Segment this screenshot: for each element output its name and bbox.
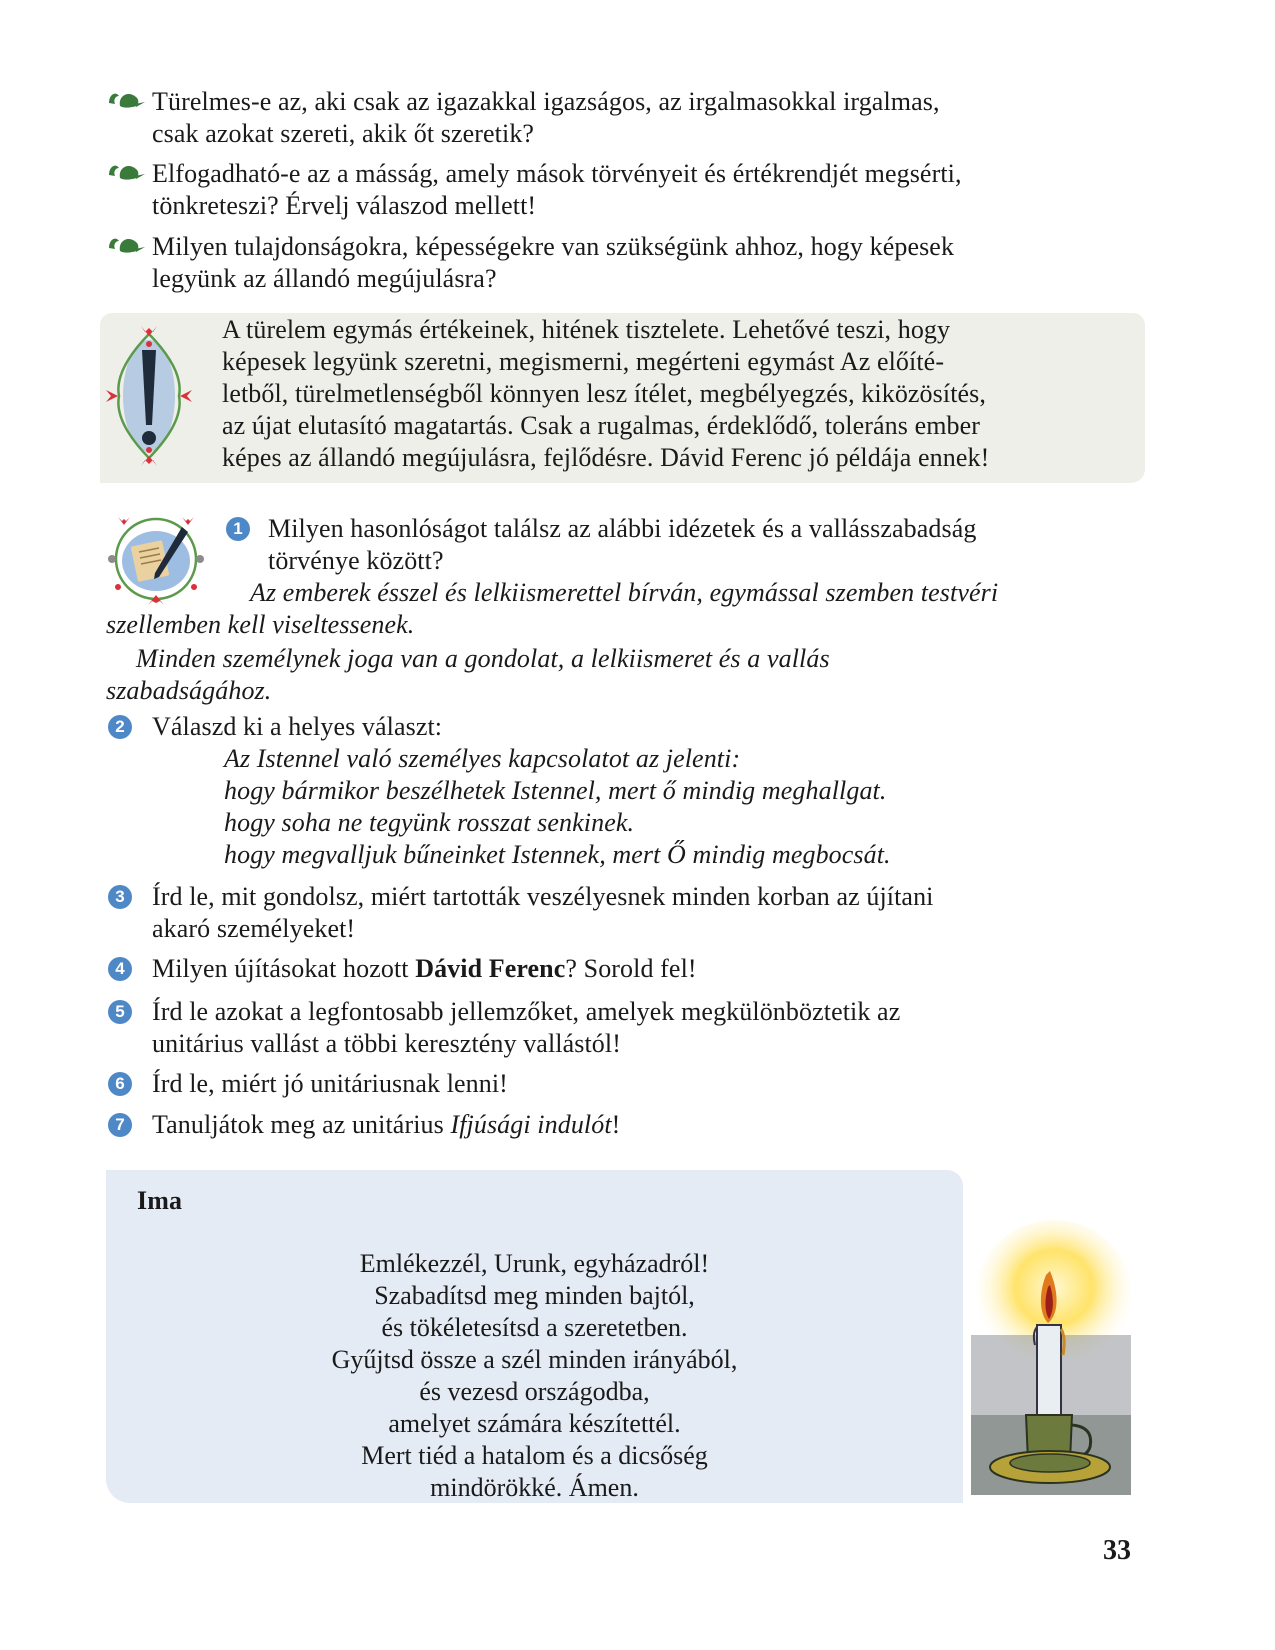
prayer-line: Emlékezzél, Urunk, egyházadról! bbox=[359, 1249, 710, 1278]
exercise-number-badge: 7 bbox=[108, 1113, 132, 1137]
leaf-bullet-icon bbox=[106, 160, 146, 182]
quote-line: szabadságához. bbox=[106, 676, 272, 705]
exclamation-ornament-icon bbox=[104, 320, 194, 472]
exercise-number-badge: 2 bbox=[108, 715, 132, 739]
pen-and-paper-ornament-icon bbox=[104, 507, 208, 611]
quote-line: szellemben kell viseltessenek. bbox=[106, 610, 415, 639]
exercise-text: ! bbox=[611, 1110, 621, 1139]
title-emphasis: Ifjúsági indulót bbox=[450, 1110, 612, 1139]
prayer-line: amelyet számára készítettél. bbox=[388, 1409, 681, 1438]
exercise-line bbox=[152, 953, 697, 985]
leaf-bullet-icon bbox=[106, 88, 146, 110]
exercise-line: Válaszd ki a helyes választ: bbox=[152, 712, 443, 741]
exercise-text: ? Sorold fel! bbox=[565, 954, 697, 983]
exercise-line: törvénye között? bbox=[268, 546, 444, 575]
bullet-question-line: tönkreteszi? Érvelj válaszod mellett! bbox=[152, 191, 537, 220]
exercise-line: Írd le, miért jó unitáriusnak lenni! bbox=[152, 1069, 508, 1098]
answer-prompt: Az Istennel való személyes kapcsolatot az jelenti: bbox=[224, 744, 741, 773]
exercise-line bbox=[152, 1109, 620, 1141]
prayer-line: és vezesd országodba, bbox=[419, 1377, 650, 1406]
exercise-line: Írd le azokat a legfontosabb jellemzőket, amelyek megkülönböztetik az bbox=[152, 997, 901, 1026]
prayer-line: Szabadítsd meg minden bajtól, bbox=[374, 1281, 695, 1310]
candle-illustration bbox=[966, 1215, 1131, 1500]
note-line: letből, türelmetlenségből könnyen lesz ítélet, megbélyegzés, kiközösítés, bbox=[222, 379, 986, 408]
name-emphasis: Dávid Ferenc bbox=[415, 954, 566, 983]
prayer-line: mindörökké. Ámen. bbox=[430, 1473, 639, 1502]
note-line: A türelem egymás értékeinek, hitének tisztelete. Lehetővé teszi, hogy bbox=[222, 315, 951, 344]
exercise-text: Milyen újításokat hozott bbox=[152, 954, 416, 983]
bullet-question-line: Milyen tulajdonságokra, képességekre van szükségünk ahhoz, hogy képesek bbox=[152, 232, 955, 261]
prayer-line: és tökéletesítsd a szeretetben. bbox=[381, 1313, 688, 1342]
exercise-number-badge: 5 bbox=[108, 1000, 132, 1024]
prayer-title: Ima bbox=[137, 1186, 183, 1215]
page-number: 33 bbox=[1103, 1535, 1131, 1566]
exercise-line: Milyen hasonlóságot találsz az alábbi idézetek és a vallásszabadság bbox=[268, 514, 977, 543]
bullet-question-line: csak azokat szereti, akik őt szeretik? bbox=[152, 119, 535, 148]
bullet-question-line: Türelmes-e az, aki csak az igazakkal igazságos, az irgalmasokkal irgalmas, bbox=[152, 87, 940, 116]
bullet-question-line: legyünk az állandó megújulásra? bbox=[152, 264, 497, 293]
prayer-line: Mert tiéd a hatalom és a dicsőség bbox=[361, 1441, 708, 1470]
bullet-question-line: Elfogadható-e az a másság, amely mások törvényeit és értékrendjét megsérti, bbox=[152, 159, 962, 188]
exercise-line: Írd le, mit gondolsz, miért tartották veszélyesnek minden korban az újítani bbox=[152, 882, 934, 911]
note-line: az újat elutasító magatartás. Csak a rugalmas, érdeklődő, toleráns ember bbox=[222, 411, 981, 440]
answer-option[interactable]: hogy megvalljuk bűneinket Istennek, mert Ő mindig megbocsát. bbox=[224, 840, 891, 869]
answer-option[interactable]: hogy soha ne tegyünk rosszat senkinek. bbox=[224, 808, 635, 837]
exercise-line: akaró személyeket! bbox=[152, 914, 356, 943]
answer-option[interactable]: hogy bármikor beszélhetek Istennel, mert ő mindig meghallgat. bbox=[224, 776, 887, 805]
prayer-line: Gyűjtsd össze a szél minden irányából, bbox=[331, 1345, 738, 1374]
exercise-number-badge: 3 bbox=[108, 885, 132, 909]
exercise-text: Tanuljátok meg az unitárius bbox=[152, 1110, 451, 1139]
quote-line: Az emberek ésszel és lelkiismerettel bírván, egymással szemben testvéri bbox=[250, 578, 999, 607]
quote-line: Minden személynek joga van a gondolat, a lelkiismeret és a vallás bbox=[136, 644, 830, 673]
exercise-line: unitárius vallást a többi keresztény vallástól! bbox=[152, 1029, 621, 1058]
exercise-number-badge: 1 bbox=[226, 517, 250, 541]
note-line: képesek legyünk szeretni, megismerni, megérteni egymást Az előíté- bbox=[222, 347, 945, 376]
leaf-bullet-icon bbox=[106, 233, 146, 255]
exercise-number-badge: 4 bbox=[108, 957, 132, 981]
note-line: képes az állandó megújulásra, fejlődésre. Dávid Ferenc jó példája ennek! bbox=[222, 443, 990, 472]
exercise-number-badge: 6 bbox=[108, 1072, 132, 1096]
